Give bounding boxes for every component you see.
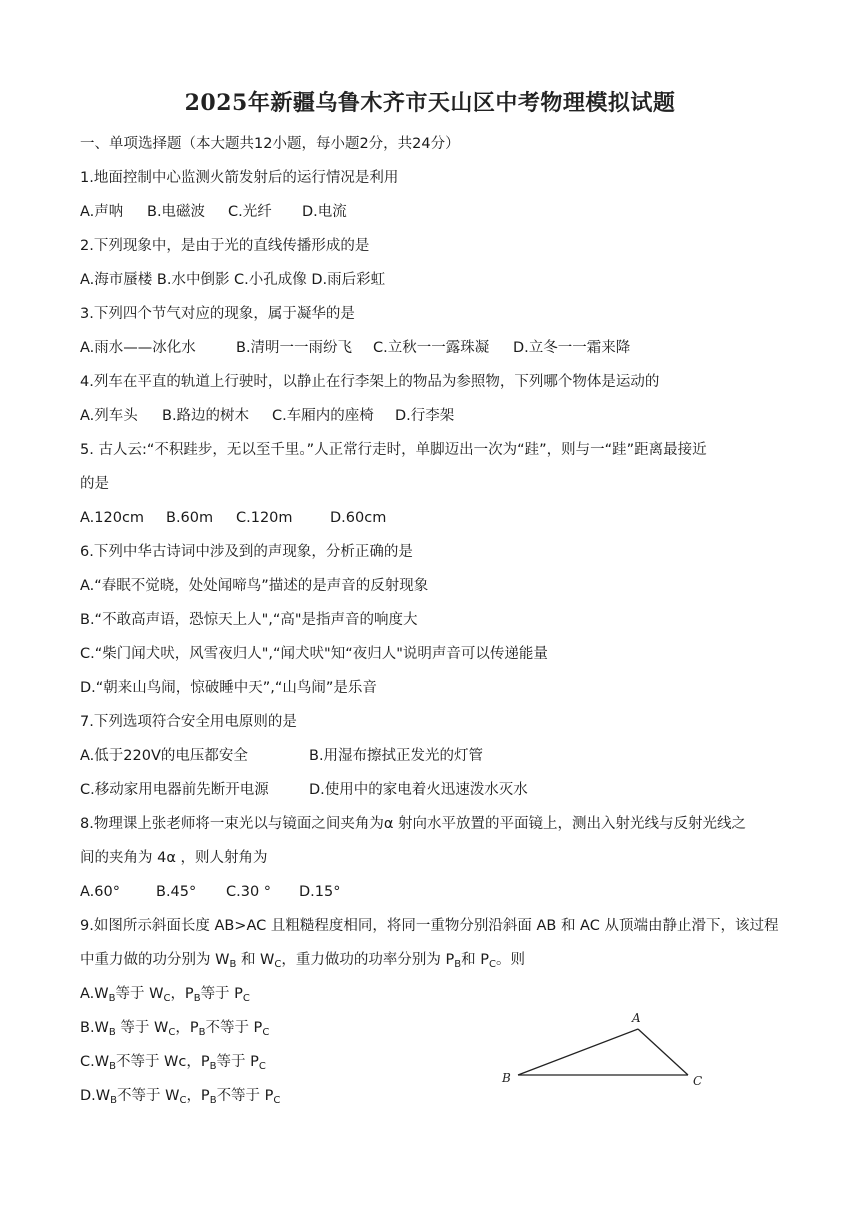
text: ，重力做功的功率分别为 P <box>281 952 455 968</box>
section-heading: 一、单项选择题（本大题共12小题，每小题2分，共24分） <box>80 136 460 152</box>
text: A.W <box>80 986 109 1002</box>
sub: B <box>229 959 237 970</box>
text: B.W <box>80 1020 109 1036</box>
text: 和 P <box>461 952 489 968</box>
question-7-stem: 7.下列选项符合安全用电原则的是 <box>80 714 297 730</box>
text: 和 W <box>240 952 275 968</box>
text: 不等于 Wc，P <box>115 1054 210 1070</box>
sub: C <box>273 1095 281 1106</box>
question-8-stem: 8.物理课上张老师将一束光以与镜面之间夹角为α 射向水平放置的平面镜上，测出入射光线与反射光线之 <box>80 816 746 832</box>
question-3-option-a: A.雨水——冰化水 <box>80 340 196 356</box>
sub: C <box>258 1061 266 1072</box>
question-9-option-a <box>80 984 250 1009</box>
text: ，P <box>175 1020 199 1036</box>
question-7-option-b: B.用湿布擦拭正发光的灯管 <box>309 748 484 764</box>
question-8-option-c: C.30 ° <box>226 884 272 900</box>
sub: B <box>108 1027 116 1038</box>
question-5-option-a: A.120cm <box>80 510 145 526</box>
question-1-option-c: C.光纤 <box>228 204 272 220</box>
question-2-options: A.海市蜃楼 B.水中倒影 C.小孔成像 D.雨后彩虹 <box>80 272 386 288</box>
question-4-stem: 4.列车在平直的轨道上行驶时，以静止在行李架上的物品为参照物，下列哪个物体是运动的 <box>80 374 660 390</box>
point-c-label: C <box>693 1074 703 1088</box>
question-9-stem: 9.如图所示斜面长度 AB>AC 且粗糙程度相同，将同一重物分别沿斜面 AB 和 AC 从顶端由静止滑下，该过程 <box>80 918 779 934</box>
question-8-option-a: A.60° <box>80 884 120 900</box>
question-5-option-b: B.60m <box>166 510 214 526</box>
question-6-option-b: B.“不敢高声语，恐惊天上人",“高"是指声音的响度大 <box>80 612 418 628</box>
text: ，P <box>170 986 194 1002</box>
text: 不等于 W <box>117 1088 180 1104</box>
question-7-option-c: C.移动家用电器前先断开电源 <box>80 782 269 798</box>
slope-ab <box>518 1029 638 1075</box>
question-3-option-d: D.立冬一一霜来降 <box>513 340 631 356</box>
question-3-option-c: C.立秋一一露珠凝 <box>373 340 490 356</box>
question-1-option-d: D.电流 <box>302 204 347 220</box>
question-9-option-d <box>80 1086 280 1111</box>
question-6-stem: 6.下列中华古诗词中涉及到的声现象，分析正确的是 <box>80 544 413 560</box>
question-9-stem-cont <box>80 950 525 975</box>
text: 等于 P <box>200 986 243 1002</box>
sub: C <box>262 1027 270 1038</box>
question-9-option-b <box>80 1018 269 1043</box>
question-5-option-d: D.60cm <box>330 510 387 526</box>
point-b-label: B <box>502 1071 511 1085</box>
question-6-option-a: A.“春眠不觉晓，处处闻啼鸟”描述的是声音的反射现象 <box>80 578 429 594</box>
text: 等于 P <box>216 1054 259 1070</box>
text: 不等于 P <box>205 1020 263 1036</box>
sub: C <box>488 959 496 970</box>
question-4-option-b: B.路边的树木 <box>162 408 250 424</box>
question-2-stem: 2.下列现象中，是由于光的直线传播形成的是 <box>80 238 370 254</box>
sub: C <box>163 993 171 1004</box>
sub: B <box>193 993 201 1004</box>
question-4-option-c: C.车厢内的座椅 <box>272 408 374 424</box>
question-6-option-c: C.“柴门闻犬吠，风雪夜归人",“闻犬吠"知“夜归人"说明声音可以传递能量 <box>80 646 548 662</box>
question-7-option-d: D.使用中的家电着火迅速泼水灭水 <box>309 782 528 798</box>
slope-ac <box>638 1029 688 1075</box>
question-9-option-c <box>80 1052 266 1077</box>
sub: C <box>242 993 250 1004</box>
sub: B <box>209 1061 217 1072</box>
question-4-option-a: A.列车头 <box>80 408 138 424</box>
sub: C <box>274 959 282 970</box>
sub: B <box>198 1027 206 1038</box>
sub: B <box>209 1095 217 1106</box>
text: D.W <box>80 1088 111 1104</box>
question-6-option-d: D.“朝来山鸟闹，惊破睡中天”,“山鸟闹”是乐音 <box>80 680 377 696</box>
incline-diagram <box>490 1005 720 1105</box>
sub: B <box>109 1061 116 1072</box>
question-1-option-b: B.电磁波 <box>147 204 206 220</box>
question-3-stem: 3.下列四个节气对应的现象，属于凝华的是 <box>80 306 355 322</box>
question-4-option-d: D.行李架 <box>395 408 455 424</box>
question-5-stem: 5. 古人云:“不积跬步，无以至千里。”人正常行走时，单脚迈出一次为“跬”，则与一“跬”距离最接近 <box>80 442 707 458</box>
text: 等于 W <box>115 986 164 1002</box>
text: 中重力做的功分别为 W <box>80 952 230 968</box>
text: 等于 W <box>115 1020 169 1036</box>
exam-title: 2025年新疆乌鲁木齐市天山区中考物理模拟试题 <box>184 90 676 116</box>
sub: C <box>168 1027 176 1038</box>
question-8-option-d: D.15° <box>299 884 341 900</box>
sub: B <box>454 959 462 970</box>
question-3-option-b: B.清明一一雨纷飞 <box>236 340 353 356</box>
text: 不等于 P <box>216 1088 274 1104</box>
question-8-option-b: B.45° <box>156 884 197 900</box>
question-5-stem-cont: 的是 <box>80 476 109 492</box>
sub: C <box>179 1095 187 1106</box>
question-7-option-a: A.低于220V的电压都安全 <box>80 748 248 764</box>
sub: B <box>108 993 116 1004</box>
question-8-stem-cont: 间的夹角为 4α ，则人射角为 <box>80 850 268 866</box>
question-5-option-c: C.120m <box>236 510 293 526</box>
question-1-stem: 1.地面控制中心监测火箭发射后的运行情况是利用 <box>80 170 399 186</box>
text: ，P <box>186 1088 210 1104</box>
sub: B <box>110 1095 117 1106</box>
text: 。则 <box>495 952 525 968</box>
point-a-label: A <box>632 1011 641 1025</box>
text: C.W <box>80 1054 110 1070</box>
question-1-option-a: A.声呐 <box>80 204 124 220</box>
